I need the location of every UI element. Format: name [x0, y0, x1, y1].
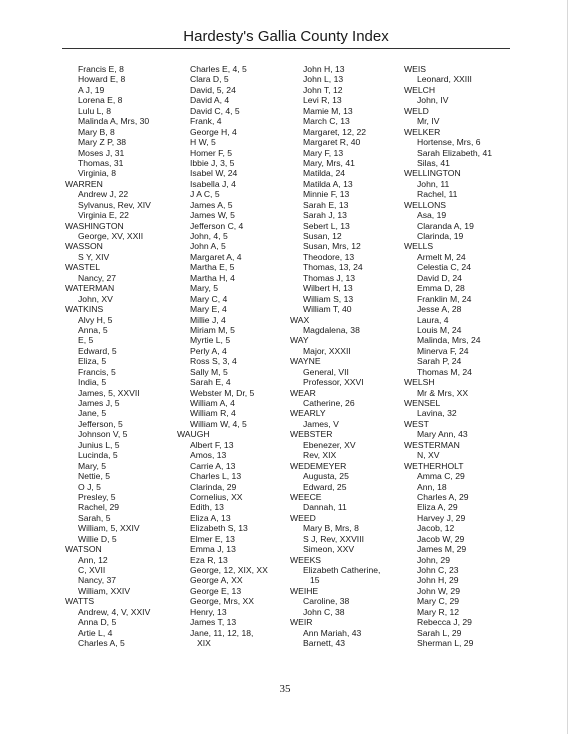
surname-heading: WELKER: [404, 126, 441, 137]
index-entry: H W, 5: [190, 137, 216, 148]
surname-heading: WELLINGTON: [404, 168, 461, 179]
index-entry: Theodore, 13: [303, 251, 355, 262]
index-entry: Perly A, 4: [190, 345, 227, 356]
index-entry: David, 5, 24: [190, 84, 236, 95]
surname-heading: WEARLY: [290, 408, 326, 419]
index-entry: Sarah E, 13: [303, 199, 349, 210]
index-entry: S Y, XIV: [78, 251, 110, 262]
index-entry: Ross S, 3, 4: [190, 356, 237, 367]
index-entry: Clarinda, 29: [190, 481, 237, 492]
index-entry: Magdalena, 38: [303, 324, 360, 335]
index-entry: John C, 38: [303, 606, 345, 617]
surname-heading: WAY: [290, 335, 309, 346]
index-entry: Jefferson C, 4: [190, 220, 244, 231]
index-entry: Sarah Elizabeth, 41: [417, 147, 493, 158]
index-entry: Ann, 18: [417, 481, 447, 492]
index-entry: Webster M, Dr, 5: [190, 387, 255, 398]
index-entry: David C, 4, 5: [190, 105, 240, 116]
index-entry: Virginia E, 22: [78, 210, 129, 221]
surname-heading: WETHERHOLT: [404, 460, 464, 471]
index-entry: Nancy, 27: [78, 272, 117, 283]
index-entry: George E, 13: [190, 585, 242, 596]
index-entry: Presley, 5: [78, 491, 116, 502]
index-entry: S J, Rev, XXVIII: [303, 533, 364, 544]
index-entry: Sebert L, 13: [303, 220, 350, 231]
index-entry: Lulu L, 8: [78, 105, 111, 116]
index-entry: James T, 13: [190, 617, 237, 628]
index-entry: Martha E, 5: [190, 262, 235, 273]
surname-heading: WESTERMAN: [404, 439, 460, 450]
index-entry: Leonard, XXIII: [417, 74, 472, 85]
index-entry: Catherine, 26: [303, 398, 355, 408]
surname-heading: WELLS: [404, 241, 434, 252]
index-entry: Francis E, 8: [78, 64, 124, 74]
index-entry: Susan, Mrs, 12: [303, 241, 361, 252]
index-entry: Carrie A, 13: [190, 460, 236, 471]
index-entry: John A, 5: [190, 241, 226, 252]
index-entry: Thomas, 31: [78, 157, 124, 168]
index-entry: Sherman L, 29: [417, 638, 474, 649]
index-entry: Ann Mariah, 43: [303, 627, 362, 638]
index-entry: Charles E, 4, 5: [190, 64, 247, 74]
index-entry: Emma D, 28: [417, 283, 465, 294]
index-entry: A J, 19: [78, 84, 105, 95]
index-entry: Amos, 13: [190, 450, 227, 461]
index-entry: Mamie M, 13: [303, 105, 353, 116]
index-entry: Levi R, 13: [303, 95, 342, 106]
index-entry: Malinda A, Mrs, 30: [78, 116, 150, 127]
index-entry: Rachel, 29: [78, 502, 120, 513]
index-entry: Myrtie L, 5: [190, 335, 231, 346]
index-entry: Amma C, 29: [417, 471, 465, 482]
index-entry: George A, XX: [190, 575, 243, 586]
index-entry: George, 12, XIX, XX: [190, 565, 268, 575]
surname-heading: WASTEL: [65, 262, 101, 273]
index-entry: John, IV: [417, 95, 449, 106]
index-entry: Eliza, 5: [78, 356, 107, 367]
index-entry: John T, 12: [303, 84, 343, 95]
index-entry: William, XXIV: [78, 585, 131, 596]
index-entry: James, V: [303, 418, 339, 429]
index-entry: Celestia C, 24: [417, 262, 471, 273]
surname-heading: WEIS: [404, 64, 426, 74]
surname-heading: WARREN: [65, 178, 103, 189]
index-entry: Minnie F, 13: [303, 189, 350, 200]
index-entry: Elmer E, 13: [190, 533, 235, 544]
index-entry: Sarah L, 29: [417, 627, 462, 638]
index-entry: 15: [310, 575, 320, 586]
index-column-1: [65, 64, 151, 649]
index-entry: March C, 13: [303, 116, 350, 127]
index-entry: Nettie, 5: [78, 471, 111, 482]
index-entry: George, XV, XXII: [78, 231, 144, 241]
index-entry: Jane, 11, 12, 18,: [190, 627, 254, 638]
index-entry: William A, 4: [190, 398, 235, 408]
index-entry: George, Mrs, XX: [190, 596, 254, 607]
index-entry: Albert F, 13: [190, 439, 234, 450]
index-entry: J A C, 5: [190, 189, 220, 200]
surname-heading: WAX: [290, 314, 310, 325]
index-entry: Alvy H, 5: [78, 314, 113, 325]
index-entry: Lavina, 32: [417, 408, 457, 419]
index-entry: William R, 4: [190, 408, 236, 419]
index-entry: Mary Ann, 43: [417, 429, 468, 440]
index-entry: Eliza A, 13: [190, 512, 231, 523]
index-entry: Charles A, 5: [78, 638, 125, 649]
index-entry: Sarah, 5: [78, 512, 111, 523]
index-entry: John, XV: [78, 293, 113, 304]
index-entry: General, VII: [303, 366, 349, 377]
index-entry: Junius L, 5: [78, 439, 120, 450]
index-entry: Mary R, 12: [417, 606, 460, 617]
index-entry: Charles A, 29: [417, 491, 469, 502]
index-entry: Howard E, 8: [78, 74, 126, 85]
index-entry: Andrew, 4, V, XXIV: [78, 606, 151, 617]
index-entry: John C, 23: [417, 565, 459, 575]
page-title: Hardesty's Gallia County Index: [183, 28, 389, 45]
index-entry: Dannah, 11: [303, 502, 347, 513]
index-entry: David A, 4: [190, 95, 230, 106]
index-entry: William S, 13: [303, 293, 354, 304]
index-entry: Lucinda, 5: [78, 450, 118, 461]
index-entry: Rebecca J, 29: [417, 617, 472, 628]
index-entry: Mary E, 4: [190, 304, 227, 315]
index-entry: Artie L, 4: [78, 627, 113, 638]
index-entry: Franklin M, 24: [417, 293, 472, 304]
index-entry: Emma J, 13: [190, 544, 236, 555]
index-entry: Malinda, Mrs, 24: [417, 335, 481, 346]
index-entry: Lorena E, 8: [78, 95, 123, 106]
index-entry: Thomas J, 13: [303, 272, 356, 283]
index-entry: Homer F, 5: [190, 147, 233, 158]
index-entry: Thomas, 13, 24: [303, 262, 363, 273]
index-entry: James M, 29: [417, 544, 467, 555]
index-entry: Moses J, 31: [78, 147, 125, 158]
index-entry: Jane, 5: [78, 408, 107, 419]
index-entry: Mary C, 4: [190, 293, 228, 304]
index-entry: Isabella J, 4: [190, 178, 236, 189]
index-entry: William T, 40: [303, 304, 352, 315]
surname-heading: WEIHE: [290, 585, 319, 596]
index-entry: Edward, 25: [303, 481, 347, 492]
index-entry: James, 5, XXVII: [78, 387, 140, 398]
index-entry: Elizabeth Catherine,: [303, 565, 381, 575]
index-column-3: [290, 64, 380, 649]
surname-heading: WENSEL: [404, 398, 441, 408]
index-entry: Mary B, 8: [78, 126, 115, 137]
index-entry: Edith, 13: [190, 502, 224, 513]
index-entry: Mary F, 13: [303, 147, 344, 158]
index-entry: John, 11: [417, 178, 450, 189]
index-entry: Ibbie J, 3, 5: [190, 157, 235, 168]
index-entry: Margaret R, 40: [303, 137, 361, 148]
index-entry: Cornelius, XX: [190, 491, 243, 502]
index-entry: Francis, 5: [78, 366, 116, 377]
index-entry: Jacob, 12: [417, 523, 455, 534]
index-entry: Elizabeth S, 13: [190, 523, 248, 534]
index-entry: Mary C, 29: [417, 596, 460, 607]
surname-heading: WATSON: [65, 544, 102, 555]
index-entry: James W, 5: [190, 210, 235, 221]
surname-heading: WEEKS: [290, 554, 322, 565]
index-entry: Thomas M, 24: [417, 366, 472, 377]
index-entry: Wilbert H, 13: [303, 283, 353, 294]
index-entry: Matilda, 24: [303, 168, 346, 179]
index-entry: Mr & Mrs, XX: [417, 387, 469, 398]
index-entry: Anna, 5: [78, 324, 108, 335]
index-entry: Mary Z P, 38: [78, 137, 127, 148]
index-entry: Clara D, 5: [190, 74, 229, 85]
index-entry: Millie J, 4: [190, 314, 226, 325]
index-entry: John H, 13: [303, 64, 345, 74]
index-entry: Asa, 19: [417, 210, 447, 221]
index-entry: David D, 24: [417, 272, 462, 283]
index-entry: Augusta, 25: [303, 471, 349, 482]
surname-heading: WEST: [404, 418, 429, 429]
surname-heading: WEBSTER: [290, 429, 333, 440]
surname-heading: WASHINGTON: [65, 220, 124, 231]
index-entry: Margaret, 12, 22: [303, 126, 367, 137]
index-entry: Mary, 5: [190, 283, 219, 294]
surname-heading: WEIR: [290, 617, 313, 628]
index-entry: John L, 13: [303, 74, 344, 85]
index-entry: E, 5: [78, 335, 94, 346]
index-entry: Andrew J, 22: [78, 189, 129, 200]
index-entry: Sylvanus, Rev, XIV: [78, 199, 151, 210]
surname-heading: WEAR: [290, 387, 316, 398]
index-entry: Martha H, 4: [190, 272, 235, 283]
index-entry: Sarah J, 13: [303, 210, 347, 221]
index-entry: India, 5: [78, 377, 107, 388]
index-entry: Johnson V, 5: [78, 429, 128, 440]
index-entry: Henry, 13: [190, 606, 227, 617]
index-entry: Jefferson, 5: [78, 418, 123, 429]
index-entry: Frank, 4: [190, 116, 222, 127]
index-entry: Armelt M, 24: [417, 251, 466, 262]
index-entry: Virginia, 8: [78, 168, 117, 179]
index-entry: Mary, Mrs, 41: [303, 157, 355, 168]
index-entry: Silas, 41: [417, 157, 450, 168]
surname-heading: WATKINS: [65, 304, 104, 315]
index-entry: C, XVII: [78, 565, 106, 575]
index-entry: N, XV: [417, 450, 440, 461]
index-entry: John W, 29: [417, 585, 460, 596]
index-entry: Mary, 5: [78, 460, 107, 471]
index-entry: Mr, IV: [417, 116, 440, 127]
page-edge: [567, 0, 568, 734]
index-entry: James J, 5: [78, 398, 120, 408]
index-entry: Sally M, 5: [190, 366, 228, 377]
surname-heading: WAYNE: [290, 356, 321, 367]
index-entry: William W, 4, 5: [190, 418, 247, 429]
index-entry: John H, 29: [417, 575, 459, 586]
page-number: 35: [279, 683, 291, 695]
index-entry: Mary B, Mrs, 8: [303, 523, 359, 534]
index-entry: Clarinda, 19: [417, 231, 464, 241]
surname-heading: WEED: [290, 512, 316, 523]
index-entry: Minerva F, 24: [417, 345, 469, 356]
title-rule: [62, 48, 510, 49]
index-entry: Margaret A, 4: [190, 251, 242, 262]
surname-heading: WAUGH: [177, 429, 210, 440]
index-entry: Louis M, 24: [417, 324, 462, 335]
index-entry: Ann, 12: [78, 554, 108, 565]
index-entry: Rachel, 11: [417, 189, 458, 200]
index-entry: Susan, 12: [303, 231, 342, 241]
index-entry: O J, 5: [78, 481, 101, 492]
index-entry: John, 29: [417, 554, 450, 565]
surname-heading: WELSH: [404, 377, 435, 388]
index-entry: XIX: [197, 638, 211, 649]
index-entry: Claranda A, 19: [417, 220, 474, 231]
index-entry: Charles L, 13: [190, 471, 242, 482]
surname-heading: WELLONS: [404, 199, 447, 210]
index-entry: Eliza A, 29: [417, 502, 458, 513]
index-entry: Edward, 5: [78, 345, 117, 356]
index-entry: John, 4, 5: [190, 231, 228, 241]
index-entry: Anna D, 5: [78, 617, 117, 628]
surname-heading: WELCH: [404, 84, 436, 95]
index-entry: Hortense, Mrs, 6: [417, 137, 481, 148]
index-entry: Jesse A, 28: [417, 304, 462, 315]
index-entry: Laura, 4: [417, 314, 449, 325]
surname-heading: WELD: [404, 105, 429, 116]
index-entry: Caroline, 38: [303, 596, 350, 607]
index-entry: Willie D, 5: [78, 533, 117, 544]
index-column-2: [177, 64, 268, 649]
index-column-4: [404, 64, 492, 649]
index-entry: Eza R, 13: [190, 554, 228, 565]
index-entry: Sarah P, 24: [417, 356, 462, 367]
index-entry: Barnett, 43: [303, 638, 346, 649]
index-entry: Simeon, XXV: [303, 544, 355, 555]
index-entry: Major, XXXII: [303, 345, 351, 356]
surname-heading: WEECE: [290, 491, 322, 502]
surname-heading: WATERMAN: [65, 283, 115, 294]
surname-heading: WEDEMEYER: [290, 460, 347, 471]
index-entry: Sarah E, 4: [190, 377, 231, 388]
surname-heading: WATTS: [65, 596, 95, 607]
index-entry: William, 5, XXIV: [78, 523, 140, 534]
index-entry: Ebenezer, XV: [303, 439, 356, 450]
index-entry: Jacob W, 29: [417, 533, 465, 544]
index-entry: Isabel W, 24: [190, 168, 238, 179]
index-entry: Miriam M, 5: [190, 324, 235, 335]
index-entry: James A, 5: [190, 199, 233, 210]
surname-heading: WASSON: [65, 241, 103, 252]
index-entry: George H, 4: [190, 126, 237, 137]
index-entry: Rev, XIX: [303, 450, 337, 461]
index-entry: Matilda A, 13: [303, 178, 353, 189]
index-entry: Harvey J, 29: [417, 512, 466, 523]
index-entry: Professor, XXVI: [303, 377, 364, 388]
index-entry: Nancy, 37: [78, 575, 117, 586]
